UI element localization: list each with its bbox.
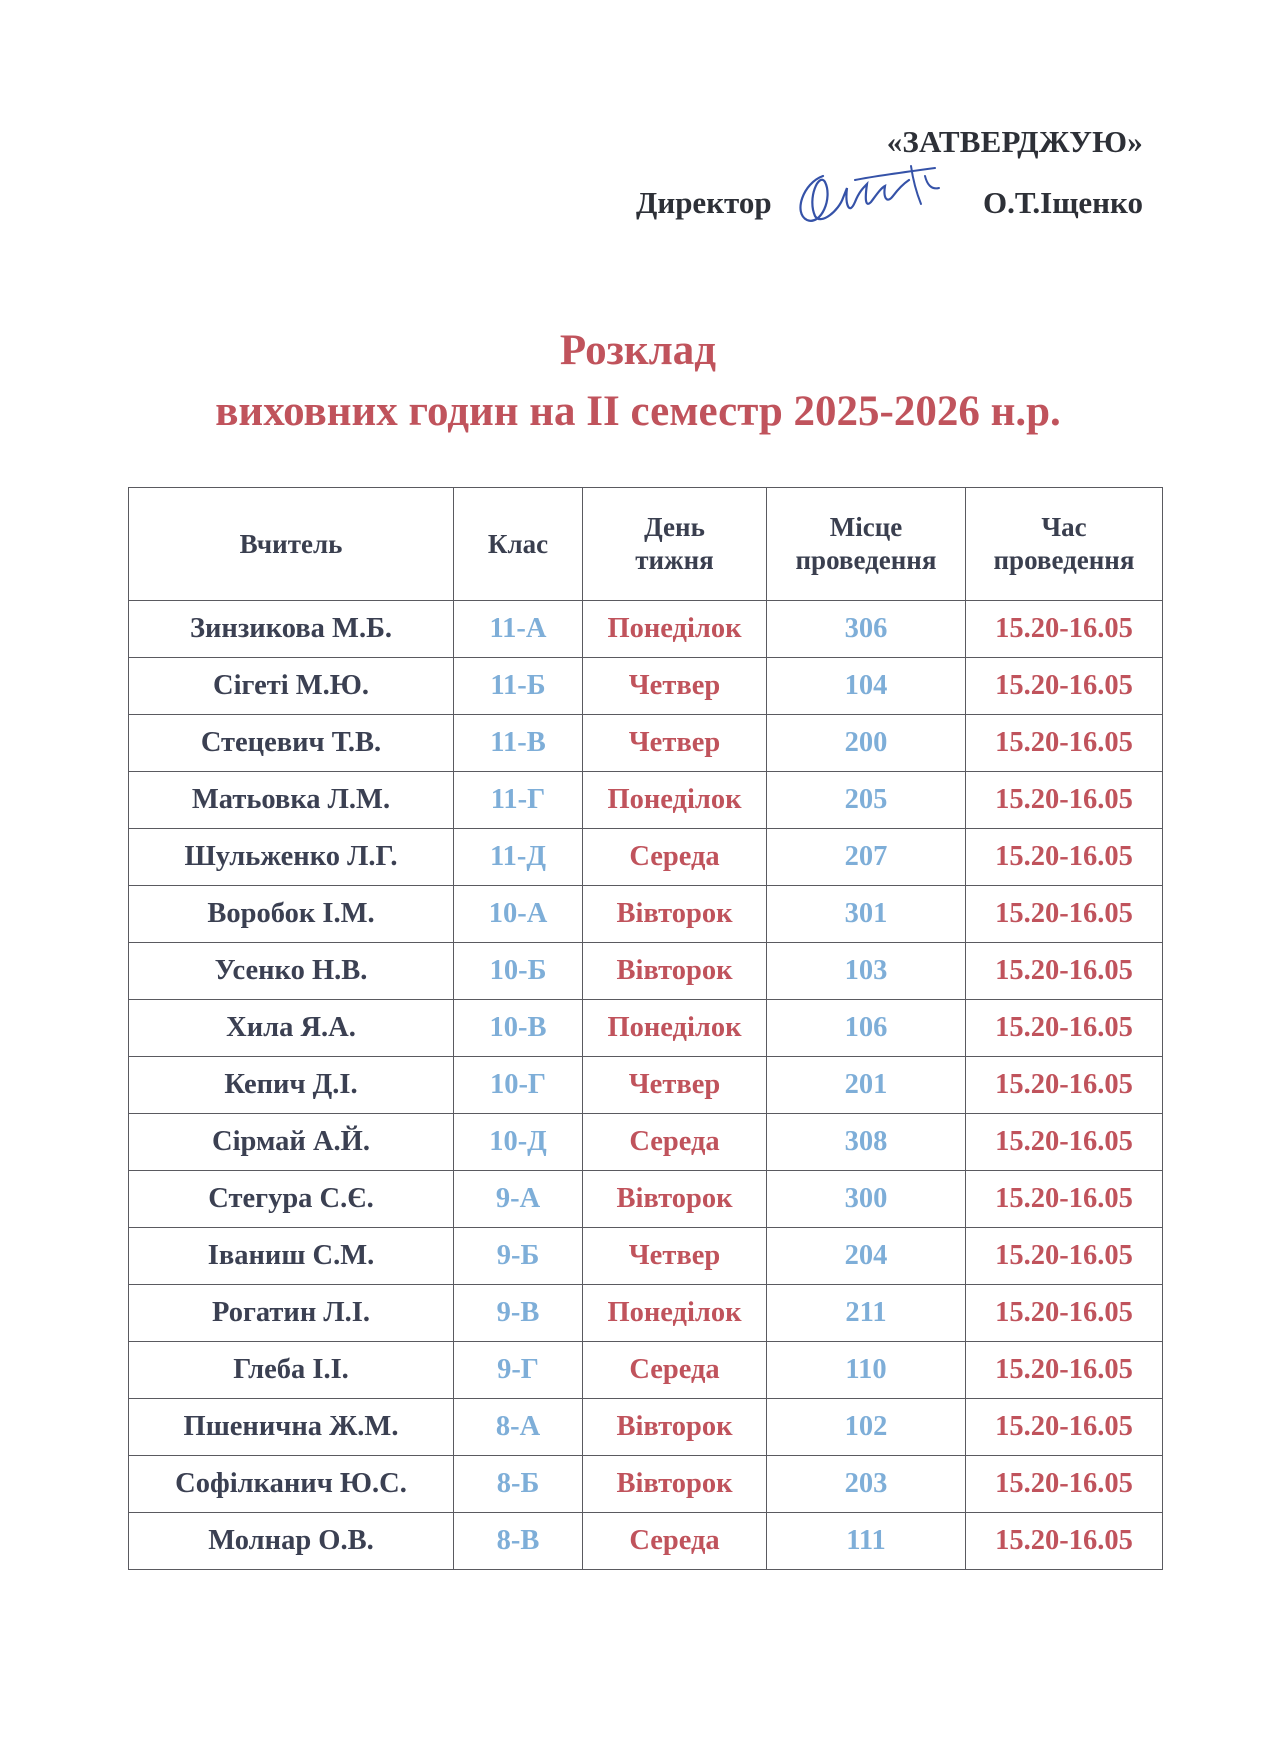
cell-room: 106 [767,1000,966,1057]
cell-teacher: Усенко Н.В. [129,943,454,1000]
cell-day: Вівторок [583,1456,767,1513]
cell-room: 300 [767,1171,966,1228]
table-row [129,601,1163,658]
header-class [454,488,583,601]
cell-time: 15.20-16.05 [966,1114,1163,1171]
table-row [129,1171,1163,1228]
cell-time: 15.20-16.05 [966,1228,1163,1285]
cell-day: Понеділок [583,601,767,658]
cell-day: Четвер [583,1228,767,1285]
header-place-line1: Місце [829,512,903,543]
director-name: О.Т.Іщенко [983,185,1143,220]
cell-teacher: Сігеті М.Ю. [129,658,454,715]
signature-icon [785,158,955,238]
header-class-label: Клас [487,528,549,559]
header-day-line2: тижня [635,545,714,575]
schedule-table [128,487,1163,1570]
cell-class: 11-Б [454,658,583,715]
cell-class: 10-В [454,1000,583,1057]
table-row [129,1285,1163,1342]
cell-day: Вівторок [583,1171,767,1228]
cell-time: 15.20-16.05 [966,1399,1163,1456]
cell-day: Середа [583,1114,767,1171]
table-row [129,1399,1163,1456]
cell-room: 110 [767,1342,966,1399]
table-row [129,1342,1163,1399]
header-teacher [129,488,454,601]
cell-day: Вівторок [583,943,767,1000]
table-row [129,943,1163,1000]
cell-time: 15.20-16.05 [966,886,1163,943]
cell-room: 207 [767,829,966,886]
cell-room: 204 [767,1228,966,1285]
header-place [767,488,966,601]
cell-room: 111 [767,1513,966,1570]
cell-room: 306 [767,601,966,658]
header-teacher-label: Вчитель [239,528,343,559]
cell-teacher: Стецевич Т.В. [129,715,454,772]
cell-class: 11-В [454,715,583,772]
table-row [129,658,1163,715]
cell-teacher: Зинзикова М.Б. [129,601,454,658]
cell-room: 203 [767,1456,966,1513]
cell-teacher: Кепич Д.І. [129,1057,454,1114]
header-time [966,488,1163,601]
document-title: Розклад [559,327,717,374]
schedule-body [129,601,1163,1570]
cell-class: 8-А [454,1399,583,1456]
cell-class: 11-Д [454,829,583,886]
table-row [129,886,1163,943]
cell-teacher: Воробок І.М. [129,886,454,943]
table-row [129,1228,1163,1285]
cell-day: Вівторок [583,886,767,943]
table-row [129,1114,1163,1171]
cell-class: 8-Б [454,1456,583,1513]
table-row [129,1456,1163,1513]
cell-teacher: Іваниш С.М. [129,1228,454,1285]
cell-teacher: Шульженко Л.Г. [129,829,454,886]
cell-time: 15.20-16.05 [966,772,1163,829]
header-place-line2: проведення [795,545,937,575]
cell-class: 10-Д [454,1114,583,1171]
cell-class: 9-Г [454,1342,583,1399]
cell-day: Середа [583,829,767,886]
cell-room: 102 [767,1399,966,1456]
cell-room: 211 [767,1285,966,1342]
director-label: Директор [636,185,772,220]
cell-class: 11-А [454,601,583,658]
cell-class: 10-Б [454,943,583,1000]
header-time-line2: проведення [993,545,1135,575]
cell-room: 201 [767,1057,966,1114]
table-header-row [129,488,1163,601]
cell-room: 308 [767,1114,966,1171]
cell-class: 11-Г [454,772,583,829]
cell-class: 9-А [454,1171,583,1228]
cell-time: 15.20-16.05 [966,715,1163,772]
table-row [129,1057,1163,1114]
table-row [129,715,1163,772]
table-row [129,772,1163,829]
cell-day: Четвер [583,658,767,715]
cell-time: 15.20-16.05 [966,1456,1163,1513]
cell-day: Понеділок [583,772,767,829]
cell-teacher: Рогатин Л.І. [129,1285,454,1342]
table-row [129,829,1163,886]
cell-time: 15.20-16.05 [966,1171,1163,1228]
cell-time: 15.20-16.05 [966,1000,1163,1057]
cell-class: 10-А [454,886,583,943]
header-day-line1: День [644,512,705,543]
cell-room: 301 [767,886,966,943]
cell-time: 15.20-16.05 [966,829,1163,886]
cell-teacher: Глеба І.І. [129,1342,454,1399]
cell-room: 205 [767,772,966,829]
cell-teacher: Матьовка Л.М. [129,772,454,829]
approve-title: «ЗАТВЕРДЖУЮ» [886,124,1143,159]
cell-time: 15.20-16.05 [966,658,1163,715]
cell-teacher: Молнар О.В. [129,1513,454,1570]
cell-class: 8-В [454,1513,583,1570]
cell-time: 15.20-16.05 [966,1513,1163,1570]
table-row [129,1513,1163,1570]
approval-block [0,0,1276,260]
cell-room: 103 [767,943,966,1000]
cell-day: Четвер [583,715,767,772]
table-row [129,1000,1163,1057]
cell-time: 15.20-16.05 [966,943,1163,1000]
cell-teacher: Пшенична Ж.М. [129,1399,454,1456]
cell-day: Четвер [583,1057,767,1114]
cell-room: 104 [767,658,966,715]
header-day [583,488,767,601]
cell-time: 15.20-16.05 [966,1342,1163,1399]
cell-class: 10-Г [454,1057,583,1114]
header-time-line1: Час [1041,512,1087,543]
document-subtitle: виховних годин на ІІ семестр 2025-2026 н.р. [215,388,1061,435]
cell-class: 9-Б [454,1228,583,1285]
cell-day: Середа [583,1342,767,1399]
cell-day: Понеділок [583,1285,767,1342]
cell-time: 15.20-16.05 [966,1057,1163,1114]
cell-class: 9-В [454,1285,583,1342]
cell-time: 15.20-16.05 [966,1285,1163,1342]
cell-time: 15.20-16.05 [966,601,1163,658]
cell-teacher: Хила Я.А. [129,1000,454,1057]
cell-teacher: Сірмай А.Й. [129,1114,454,1171]
cell-day: Понеділок [583,1000,767,1057]
cell-teacher: Стегура С.Є. [129,1171,454,1228]
cell-room: 200 [767,715,966,772]
cell-teacher: Софілканич Ю.С. [129,1456,454,1513]
cell-day: Середа [583,1513,767,1570]
cell-day: Вівторок [583,1399,767,1456]
